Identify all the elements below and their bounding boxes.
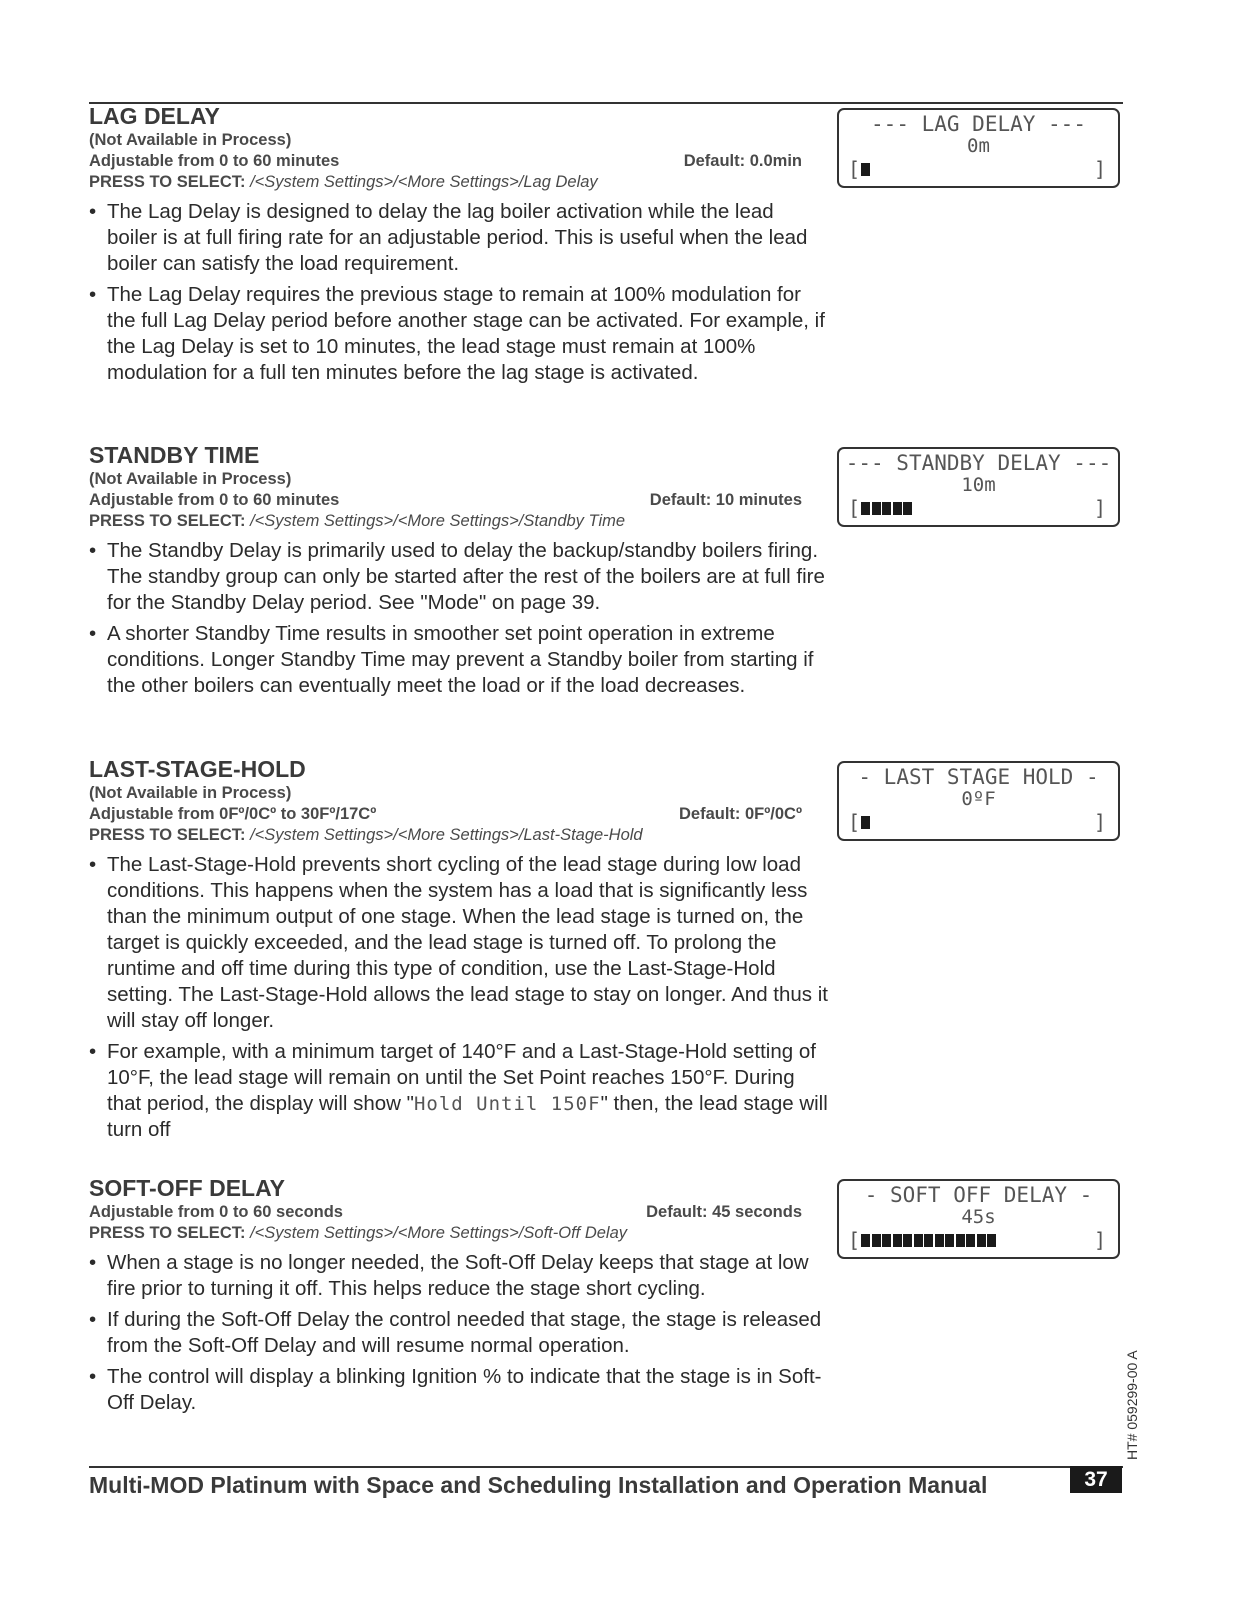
menu-path-row (89, 1223, 829, 1244)
lcd-bracket-left: [ (848, 496, 861, 520)
lcd-progress-block (861, 1234, 870, 1247)
bullet-item: • The Lag Delay is designed to delay the lag boiler activation while the lead boiler is at full firing rate for an adjustable period. This is useful when the lead boiler can satisfy the load requirement. (89, 199, 829, 277)
section-title: LAG DELAY (89, 103, 220, 129)
lcd-progress-bar (848, 1228, 1106, 1252)
lcd-value: 45s (961, 1206, 996, 1228)
lcd-progress-block (977, 1234, 986, 1247)
lcd-display-lag-delay (837, 108, 1120, 188)
availability-note: (Not Available in Process) (89, 784, 292, 802)
lcd-value: 0m (967, 135, 990, 157)
range-row (89, 490, 829, 511)
lcd-progress-block (903, 502, 912, 515)
lcd-progress-block (987, 1234, 996, 1247)
default-value: Default: 0.0min (683, 152, 802, 170)
bullet-list (89, 538, 829, 699)
lcd-bracket-right: ] (1093, 157, 1106, 181)
availability-note: (Not Available in Process) (89, 131, 292, 149)
lcd-bracket-right: ] (1093, 810, 1106, 834)
range-row (89, 151, 829, 172)
range-text: Adjustable from 0Fº/0Cº to 30Fº/17Cº (89, 805, 377, 823)
default-value: Default: 45 seconds (646, 1203, 802, 1221)
menu-path: /<System Settings>/<More Settings>/Last-Stage-Hold (250, 826, 643, 844)
bullet-item: • A shorter Standby Time results in smoother set point operation in extreme conditions. Longer Standby Time may prevent a Standby boiler from starting if the other boilers can eventually meet the load or if the load decreases. (89, 621, 829, 699)
range-row (89, 1202, 829, 1223)
default-value: Default: 0Fº/0Cº (679, 805, 802, 823)
range-row (89, 804, 829, 825)
lcd-progress-fill (861, 1234, 998, 1247)
lcd-bracket-left: [ (848, 1228, 861, 1252)
bullet-list (89, 852, 829, 1143)
press-label: PRESS TO SELECT: (89, 826, 246, 844)
lcd-progress-block (924, 1234, 933, 1247)
lcd-progress-block (966, 1234, 975, 1247)
section-title: LAST-STAGE-HOLD (89, 756, 306, 782)
lcd-value: 0ºF (961, 788, 996, 810)
lcd-title: - LAST STAGE HOLD - (858, 765, 1099, 789)
lcd-bracket-left: [ (848, 810, 861, 834)
bullet-list (89, 199, 829, 386)
bullet-text: For example, with a minimum target of 140°F and a Last-Stage-Hold setting of 10°F, the lead stage will remain on until the Set Point reaches 150°F. During that period, the display will show " (107, 1040, 816, 1115)
section-title: SOFT-OFF DELAY (89, 1175, 285, 1201)
section-soft-off-delay (89, 1175, 829, 1421)
lcd-progress-bar (848, 810, 1106, 834)
lcd-progress-fill (861, 163, 872, 176)
bullet-item: • The control will display a blinking Ignition % to indicate that the stage is in Soft-Off Delay. (89, 1364, 829, 1416)
menu-path: /<System Settings>/<More Settings>/Standby Time (250, 512, 626, 530)
lcd-progress-block (945, 1234, 954, 1247)
bullet-item: • The Last-Stage-Hold prevents short cycling of the lead stage during low load conditions. This happens when the system has a load that is significantly less than the minimum output of one stage. When the lead stage is turned on, the target is quickly exceeded, and the lead stage is turned off. To prolong the runtime and off time during this type of condition, use the Last-Stage-Hold setting. The Last-Stage-Hold allows the lead stage to stay on longer. And thus it will stay off longer. (89, 852, 829, 1034)
lcd-progress-block (903, 1234, 912, 1247)
lcd-title: --- LAG DELAY --- (871, 112, 1086, 136)
range-text: Adjustable from 0 to 60 minutes (89, 152, 340, 170)
lcd-progress-block (935, 1234, 944, 1247)
lcd-display-last-stage-hold (837, 761, 1120, 841)
bullet-item: • If during the Soft-Off Delay the control needed that stage, the stage is released from the Soft-Off Delay and will resume normal operation. (89, 1307, 829, 1359)
menu-path-row (89, 172, 829, 193)
bullet-text: " then, the lead stage will turn off (107, 1092, 828, 1141)
availability-note: (Not Available in Process) (89, 470, 292, 488)
lcd-progress-bar (848, 157, 1106, 181)
range-text: Adjustable from 0 to 60 minutes (89, 491, 340, 509)
lcd-progress-block (872, 1234, 881, 1247)
lcd-progress-block (872, 502, 881, 515)
lcd-progress-fill (861, 502, 914, 515)
default-value: Default: 10 minutes (649, 491, 802, 509)
lcd-display-soft-off-delay (837, 1179, 1120, 1259)
section-last-stage-hold (89, 756, 829, 1148)
lcd-title: - SOFT OFF DELAY - (864, 1183, 1093, 1207)
lcd-progress-block (861, 502, 870, 515)
section-title: STANDBY TIME (89, 442, 260, 468)
document-number: HT# 059299-00 A (1124, 1350, 1140, 1460)
lcd-bracket-right: ] (1093, 1228, 1106, 1252)
lcd-bracket-left: [ (848, 157, 861, 181)
menu-path-row (89, 825, 829, 846)
menu-path: /<System Settings>/<More Settings>/Soft-Off Delay (250, 1224, 627, 1242)
lcd-bracket-right: ] (1093, 496, 1106, 520)
lcd-progress-block (861, 163, 870, 176)
bullet-item: • The Standby Delay is primarily used to delay the backup/standby boilers firing. The standby group can only be started after the rest of the boilers are at full fire for the Standby Delay period. See "Mode" on page 39. (89, 538, 829, 616)
footer-title: Multi-MOD Platinum with Space and Scheduling Installation and Operation Manual (89, 1472, 988, 1498)
lcd-progress-block (893, 502, 902, 515)
bullet-item: • The Lag Delay requires the previous stage to remain at 100% modulation for the full Lag Delay period before another stage can be activated. For example, if the Lag Delay is set to 10 minutes, the lead stage must remain at 100% modulation for a full ten minutes before the lag stage is activated. (89, 282, 829, 386)
lcd-progress-block (882, 502, 891, 515)
menu-path: /<System Settings>/<More Settings>/Lag Delay (250, 173, 598, 191)
lcd-progress-block (893, 1234, 902, 1247)
press-label: PRESS TO SELECT: (89, 512, 246, 530)
range-text: Adjustable from 0 to 60 seconds (89, 1203, 343, 1221)
lcd-title: --- STANDBY DELAY --- (845, 451, 1112, 475)
lcd-progress-block (914, 1234, 923, 1247)
lcd-value: 10m (961, 474, 996, 496)
footer-rule (89, 1466, 1123, 1468)
menu-path-row (89, 511, 829, 532)
page-number: 37 (1070, 1466, 1122, 1493)
lcd-progress-bar (848, 496, 1106, 520)
lcd-progress-fill (861, 816, 872, 829)
press-label: PRESS TO SELECT: (89, 1224, 246, 1242)
lcd-progress-block (861, 816, 870, 829)
section-lag-delay (89, 103, 829, 391)
bullet-item (89, 1039, 829, 1143)
bullet-list (89, 1250, 829, 1416)
section-standby-time (89, 442, 829, 704)
lcd-progress-block (882, 1234, 891, 1247)
display-message-code: Hold Until 150F (413, 1093, 601, 1115)
press-label: PRESS TO SELECT: (89, 173, 246, 191)
bullet-item: • When a stage is no longer needed, the Soft-Off Delay keeps that stage at low fire prior to turning it off. This helps reduce the stage short cycling. (89, 1250, 829, 1302)
lcd-progress-block (956, 1234, 965, 1247)
lcd-display-standby-delay (837, 447, 1120, 527)
